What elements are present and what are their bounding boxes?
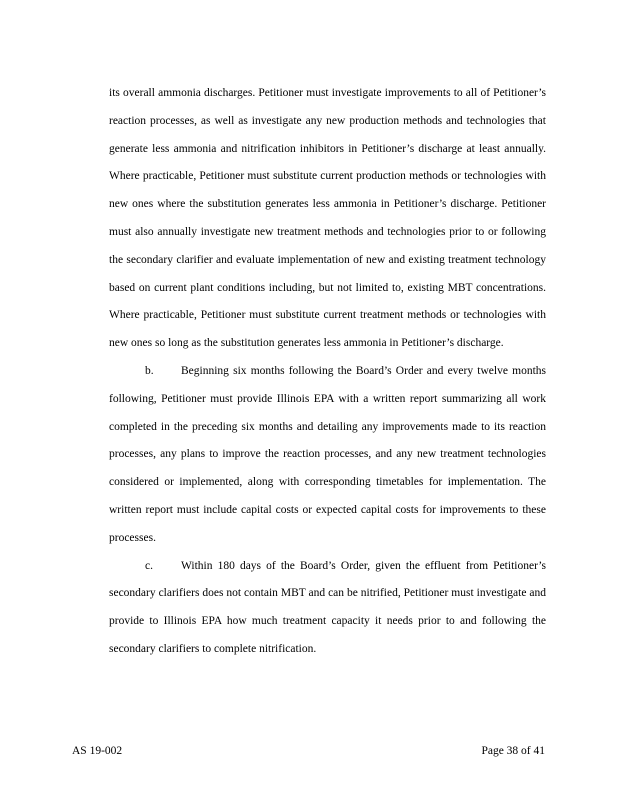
footer-docket-number: AS 19-002 <box>72 745 123 757</box>
list-item-text: Beginning six months following the Board’s Order and every twelve months following, Petitioner must provide Illinois EPA with a written report summarizing all work completed in the preceding six months and detailing any improvements made to its reaction processes, any plans to improve the reaction processes, and any new treatment technologies considered or implemented, along with corresponding timetables for implementation. The written report must include capital costs or expected capital costs for improvements to these processes. <box>109 364 546 544</box>
footer-page-number: Page 38 of 41 <box>481 745 545 757</box>
document-body <box>109 80 546 664</box>
list-item-c <box>109 553 546 664</box>
list-marker: c. <box>145 559 153 572</box>
continuation-paragraph: its overall ammonia discharges. Petitioner must investigate improvements to all of Petitioner’s reaction processes, as well as investigate any new production methods and technologies that generate less ammonia and nitrification inhibitors in Petitioner’s discharge at least annually. Where practicable, Petitioner must substitute current production methods or technologies with new ones where the substitution generates less ammonia in Petitioner’s discharge. Petitioner must also annually investigate new treatment methods and technologies prior to or following the secondary clarifier and evaluate implementation of new and existing treatment technology based on current plant conditions including, but not limited to, existing MBT concentrations. Where practicable, Petitioner must substitute current treatment methods or technologies with new ones so long as the substitution generates less ammonia in Petitioner’s discharge. <box>109 87 546 350</box>
list-item-text: Within 180 days of the Board’s Order, given the effluent from Petitioner’s secondary clarifiers does not contain MBT and can be nitrified, Petitioner must investigate and provide to Illinois EPA how much treatment capacity it needs prior to and following the secondary clarifiers to complete nitrification. <box>109 559 546 655</box>
list-item-b <box>109 358 546 553</box>
list-marker: b. <box>145 364 154 377</box>
